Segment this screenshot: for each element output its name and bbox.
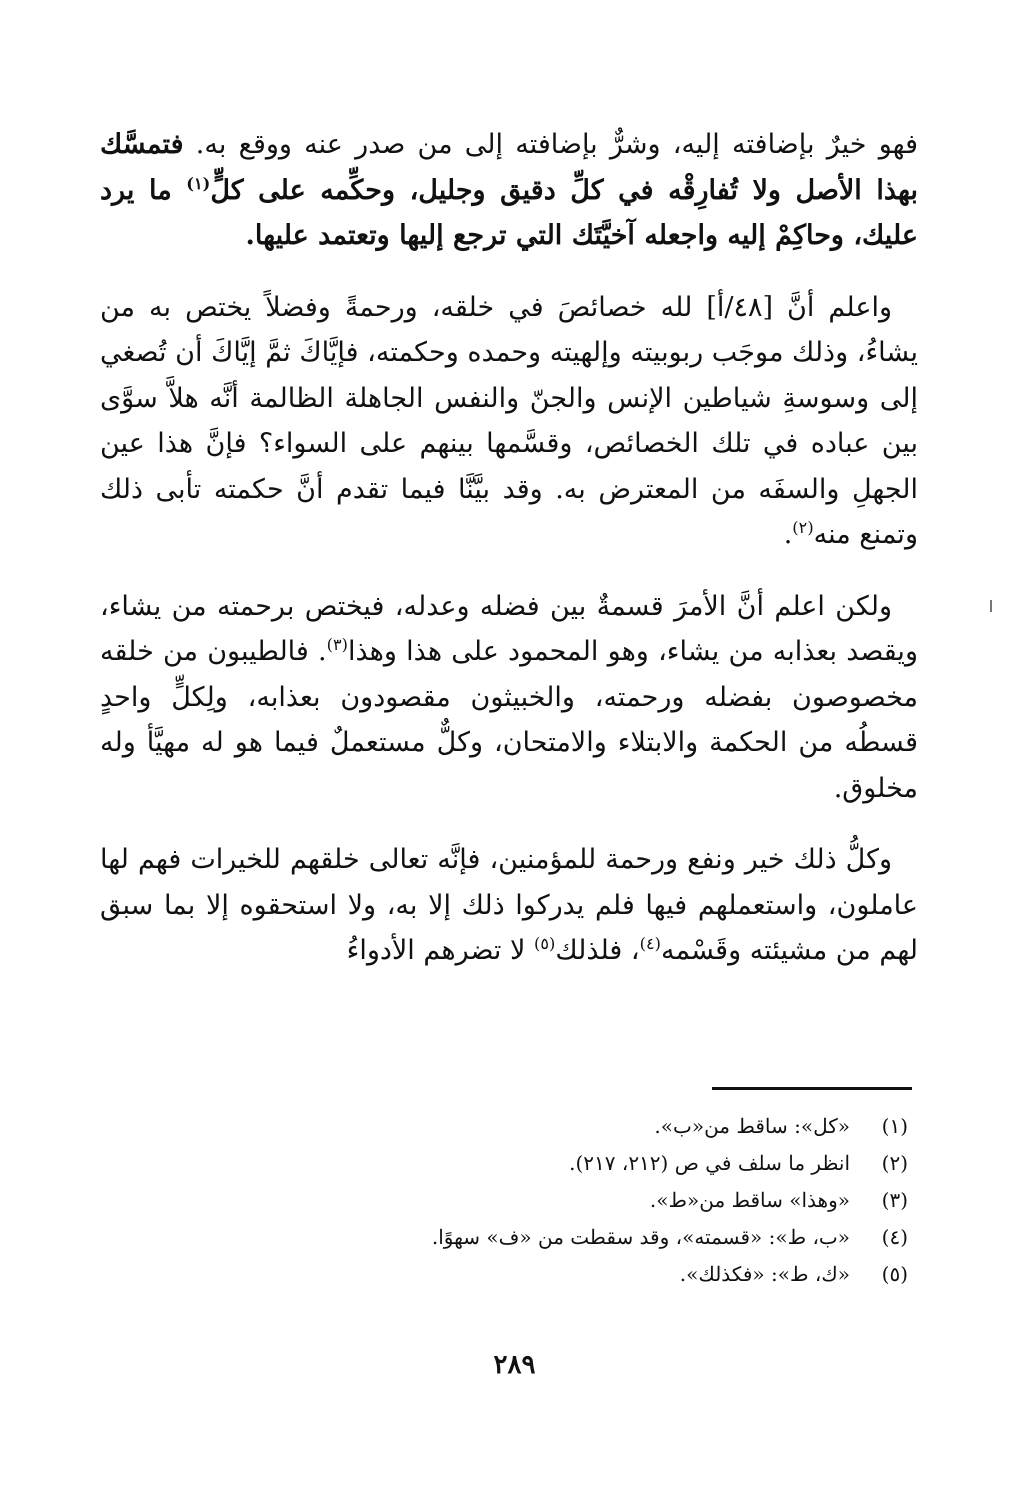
- paragraph-4: [100, 837, 918, 974]
- footnote-divider: [712, 1087, 912, 1090]
- footnote-ref-4[interactable]: (٤): [639, 934, 661, 953]
- page-number: ٢٨٩: [493, 1350, 536, 1380]
- footnote-item: [200, 1256, 908, 1293]
- segment-bold: فتمسَّك بهذا الأصل ولا تُفارِقْه في كلِّ دقيق وجليل، وحكِّمه على كلٍّ: [100, 129, 918, 206]
- footnote-text: «كل»: ساقط من«ب».: [654, 1114, 850, 1138]
- segment: ، فلذلك: [555, 935, 640, 966]
- footnote-ref-1[interactable]: (١): [186, 173, 211, 193]
- footnote-item: [200, 1219, 908, 1256]
- segment: وكلُّ ذلك خير ونفع ورحمة للمؤمنين، فإنَّه تعالى خلقهم للخيرات فهم لها عاملون، واستعملهم فيها فلم يدركوا ذلك إلا به، ولا استحقوه إلا بما سبق لهم من مشيئته وقَسْمه: [100, 844, 918, 966]
- footnote-number: (٣): [881, 1188, 908, 1212]
- footnote-number: (٤): [881, 1225, 908, 1249]
- footnote-text: «ب، ط»: «قسمته»، وقد سقطت من «ف» سهوًا.: [431, 1225, 850, 1249]
- segment: . فالطيبون من خلقه مخصوصون بفضله ورحمته، والخبيثون مقصودون بعذابه، ولِكلٍّ واحدٍ قسطُه من الحكمة والابتلاء والامتحان، وكلٌّ مستعملٌ فيما هو له مهيَّأ وله مخلوق.: [100, 636, 918, 804]
- footnote-number: (٢): [881, 1151, 908, 1175]
- footnote-ref-3[interactable]: (٣): [326, 635, 348, 654]
- footnote-ref-2[interactable]: (٢): [792, 518, 814, 537]
- segment: .: [783, 519, 793, 550]
- footnote-item: [200, 1108, 908, 1145]
- footnote-item: [200, 1145, 908, 1182]
- segment: واعلم أنَّ [٤٨/أ] لله خصائصَ في خلقه، ورحمةً وفضلاً يختص به من يشاءُ، وذلك موجَب ربوبيته وإلهيته وحمده وحكمته، فإيَّاكَ ثمَّ إيَّاكَ أن تُصغي إلى وسوسةِ شياطين الإنس والجنّ والنفس الجاهلة الظالمة أنَّه هلاَّ سوَّى بين عباده في تلك الخصائص، وقسَّمها بينهم على السواء؟ فإنَّ هذا عين الجهلِ والسفَه من المعترض به. وقد بيَّنَّا فيما تقدم أنَّ حكمته تأبى ذلك وتمنع منه: [100, 291, 918, 550]
- footnote-text: «وهذا» ساقط من«ط».: [649, 1188, 850, 1212]
- margin-mark: [990, 600, 992, 612]
- paragraph-3: [100, 584, 918, 812]
- footnote-text: انظر ما سلف في ص (٢١٢، ٢١٧).: [569, 1151, 850, 1175]
- footnote-item: [200, 1182, 908, 1219]
- footnotes: [200, 1108, 908, 1293]
- footnote-text: «ك، ط»: «فكذلك».: [679, 1262, 850, 1286]
- segment: لا تضرهم الأدواءُ: [346, 935, 534, 966]
- paragraph-2: [100, 285, 918, 558]
- main-text: [100, 122, 918, 1000]
- footnote-ref-5[interactable]: (٥): [533, 934, 556, 953]
- segment: ولكن اعلم أنَّ الأمرَ قسمةٌ بين فضله وعدله، فيختص برحمته من يشاء، ويقصد بعذابه من يشاء، وهو المحمود على هذا وهذا: [100, 590, 918, 667]
- footnote-number: (٥): [881, 1262, 908, 1286]
- segment-bold: ما يرد عليك، وحاكِمْ إليه واجعله آخيَّتَك التي ترجع إليها وتعتمد عليها.: [100, 174, 918, 251]
- paragraph-1: [100, 122, 918, 259]
- segment: فهو خيرٌ بإضافته إليه، وشرٌّ بإضافته إلى من صدر عنه ووقع به.: [183, 129, 918, 160]
- footnote-number: (١): [881, 1114, 908, 1138]
